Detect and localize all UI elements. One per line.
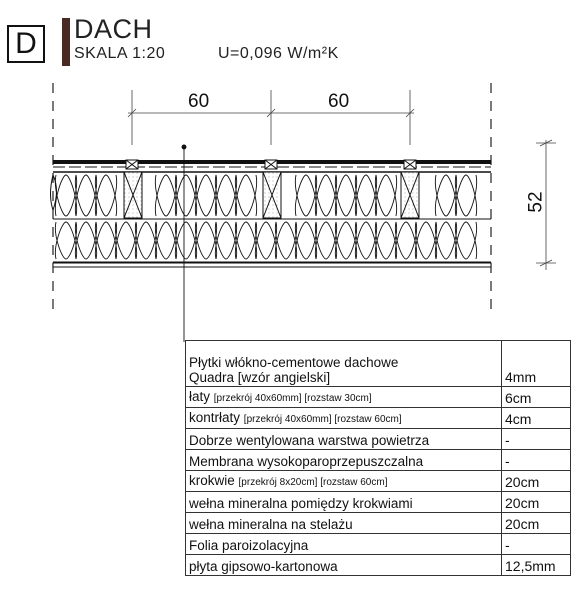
wool-loop xyxy=(395,222,416,259)
wool-loop xyxy=(215,175,236,216)
wool-loop xyxy=(135,222,156,259)
layer-thickness: - xyxy=(502,450,571,471)
wool-loop xyxy=(235,222,256,259)
layer-name-cell xyxy=(186,534,502,555)
layer-thickness: 12,5mm xyxy=(502,555,571,576)
layer-name: wełna mineralna na stelażu xyxy=(189,517,353,532)
layer-thickness: 20cm xyxy=(502,471,571,492)
wool-loop xyxy=(235,175,256,216)
layer-name-cell xyxy=(186,341,502,387)
layer-row xyxy=(186,341,571,387)
wool-loop xyxy=(355,175,376,216)
wool-loop xyxy=(235,175,256,216)
wool-loop xyxy=(155,175,176,216)
wool-loop xyxy=(375,222,396,259)
wool-loop xyxy=(55,175,76,216)
layer-row xyxy=(186,492,571,513)
wool-loop xyxy=(455,175,476,216)
layer-thickness: - xyxy=(502,429,571,450)
layer-detail: [przekrój 8x20cm] [rozstaw 60cm] xyxy=(238,477,388,488)
section-letter: D xyxy=(15,27,37,60)
layer-thickness: 20cm xyxy=(502,513,571,534)
leader-line xyxy=(182,145,186,342)
wool-loop xyxy=(235,222,256,259)
wool-loop xyxy=(55,222,76,259)
wool-loop xyxy=(275,222,296,259)
wool-loop xyxy=(175,222,196,259)
layer-row xyxy=(186,408,571,429)
layer-name: krokwie xyxy=(189,473,235,488)
wool-loop xyxy=(95,222,116,259)
wool-loop xyxy=(315,175,336,216)
wool-loop xyxy=(255,222,276,259)
wool-loop xyxy=(115,222,136,259)
plasterboard xyxy=(53,263,491,267)
dimension-spacing-2: 60 xyxy=(328,91,350,112)
wool-loop xyxy=(455,175,476,216)
wool-loop xyxy=(155,175,176,216)
wool-loop xyxy=(295,222,316,259)
wool-loop xyxy=(215,222,236,259)
wool-loop xyxy=(75,175,96,216)
wool-loop xyxy=(315,222,336,259)
layer-name: Membrana wysokoparoprzepuszczalna xyxy=(189,454,424,469)
wool-loop xyxy=(435,175,456,216)
wool-loop xyxy=(195,175,216,216)
layer-thickness: - xyxy=(502,534,571,555)
layer-name: Płytki włókno-cementowe dachowe xyxy=(189,355,399,370)
wool-loop xyxy=(215,175,236,216)
wool-loop xyxy=(375,222,396,259)
wool-loop xyxy=(175,175,196,216)
wool-loop xyxy=(55,175,76,216)
wool-loop xyxy=(95,222,116,259)
wool-loop xyxy=(155,222,176,259)
layer-name: łaty xyxy=(189,389,211,404)
layer-name-cell xyxy=(186,408,502,429)
layer-thickness: 4cm xyxy=(502,408,571,429)
wool-loop xyxy=(75,175,96,216)
layer-name-line2: Quadra [wzór angielski] xyxy=(189,370,331,385)
wool-loop xyxy=(355,175,376,216)
wool-loop xyxy=(95,175,116,216)
wool-loop xyxy=(295,175,316,216)
wool-loop xyxy=(355,222,376,259)
layer-name: płyta gipsowo-kartonowa xyxy=(189,559,338,574)
wool-loop xyxy=(175,222,196,259)
layer-name-cell xyxy=(186,387,502,408)
wool-loop xyxy=(415,222,436,259)
wool-on-frame xyxy=(55,222,476,259)
wool-loop xyxy=(295,175,316,216)
wool-loop xyxy=(195,222,216,259)
wool-loop xyxy=(175,175,196,216)
wool-loop xyxy=(375,175,396,216)
wool-loop xyxy=(75,222,96,259)
layer-thickness: 20cm xyxy=(502,492,571,513)
layer-name-cell xyxy=(186,492,502,513)
layer-name-cell xyxy=(186,513,502,534)
wool-loop xyxy=(115,222,136,259)
dimension-spacing-1: 60 xyxy=(188,91,210,112)
layer-row xyxy=(186,513,571,534)
wool-loop xyxy=(455,222,476,259)
layer-table xyxy=(185,340,571,576)
wool-loop xyxy=(255,222,276,259)
wool-loop xyxy=(315,175,336,216)
wool-loop xyxy=(415,222,436,259)
layer-name-cell xyxy=(186,471,502,492)
wool-loop xyxy=(315,222,336,259)
wool-loop xyxy=(435,175,456,216)
dimension-line-top xyxy=(128,90,414,145)
wool-loop xyxy=(155,222,176,259)
layer-name-cell xyxy=(186,429,502,450)
wool-loop xyxy=(195,175,216,216)
layer-row xyxy=(186,555,571,576)
wool-loop xyxy=(435,222,456,259)
layer-row xyxy=(186,471,571,492)
wool-loop xyxy=(335,175,356,216)
wool-loop xyxy=(275,222,296,259)
dimension-thickness: 52 xyxy=(525,191,547,213)
layer-row xyxy=(186,387,571,408)
layer-name: wełna mineralna pomiędzy krokwiami xyxy=(189,496,413,511)
wool-loop xyxy=(335,222,356,259)
layer-thickness: 4mm xyxy=(502,341,571,387)
wool-loop xyxy=(395,222,416,259)
wool-loop xyxy=(335,222,356,259)
drawing-title: DACH xyxy=(74,14,153,44)
wool-loop xyxy=(55,222,76,259)
layer-name: Folia paroizolacyjna xyxy=(189,538,309,553)
layer-name-cell xyxy=(186,450,502,471)
layer-name: kontrłaty xyxy=(189,410,241,425)
u-value: U=0,096 W/m²K xyxy=(218,45,339,62)
layer-row xyxy=(186,450,571,471)
wool-loop xyxy=(75,222,96,259)
layer-thickness: 6cm xyxy=(502,387,571,408)
wool-loop xyxy=(195,222,216,259)
wool-loop xyxy=(135,222,156,259)
layer-detail: [przekrój 40x60mm] [rozstaw 30cm] xyxy=(213,393,372,404)
wool-loop xyxy=(215,222,236,259)
wool-loop xyxy=(375,175,396,216)
layer-name: Dobrze wentylowana warstwa powietrza xyxy=(189,433,430,448)
wool-loop xyxy=(295,222,316,259)
wool-loop xyxy=(455,222,476,259)
layer-row xyxy=(186,429,571,450)
wool-loop xyxy=(355,222,376,259)
drawing-scale: SKALA 1:20 xyxy=(74,45,166,62)
wool-loop xyxy=(435,222,456,259)
wool-loop xyxy=(95,175,116,216)
layer-detail: [przekrój 40x60mm] [rozstaw 60cm] xyxy=(243,414,402,425)
wool-loop xyxy=(335,175,356,216)
layer-row xyxy=(186,534,571,555)
layer-name-cell xyxy=(186,555,502,576)
